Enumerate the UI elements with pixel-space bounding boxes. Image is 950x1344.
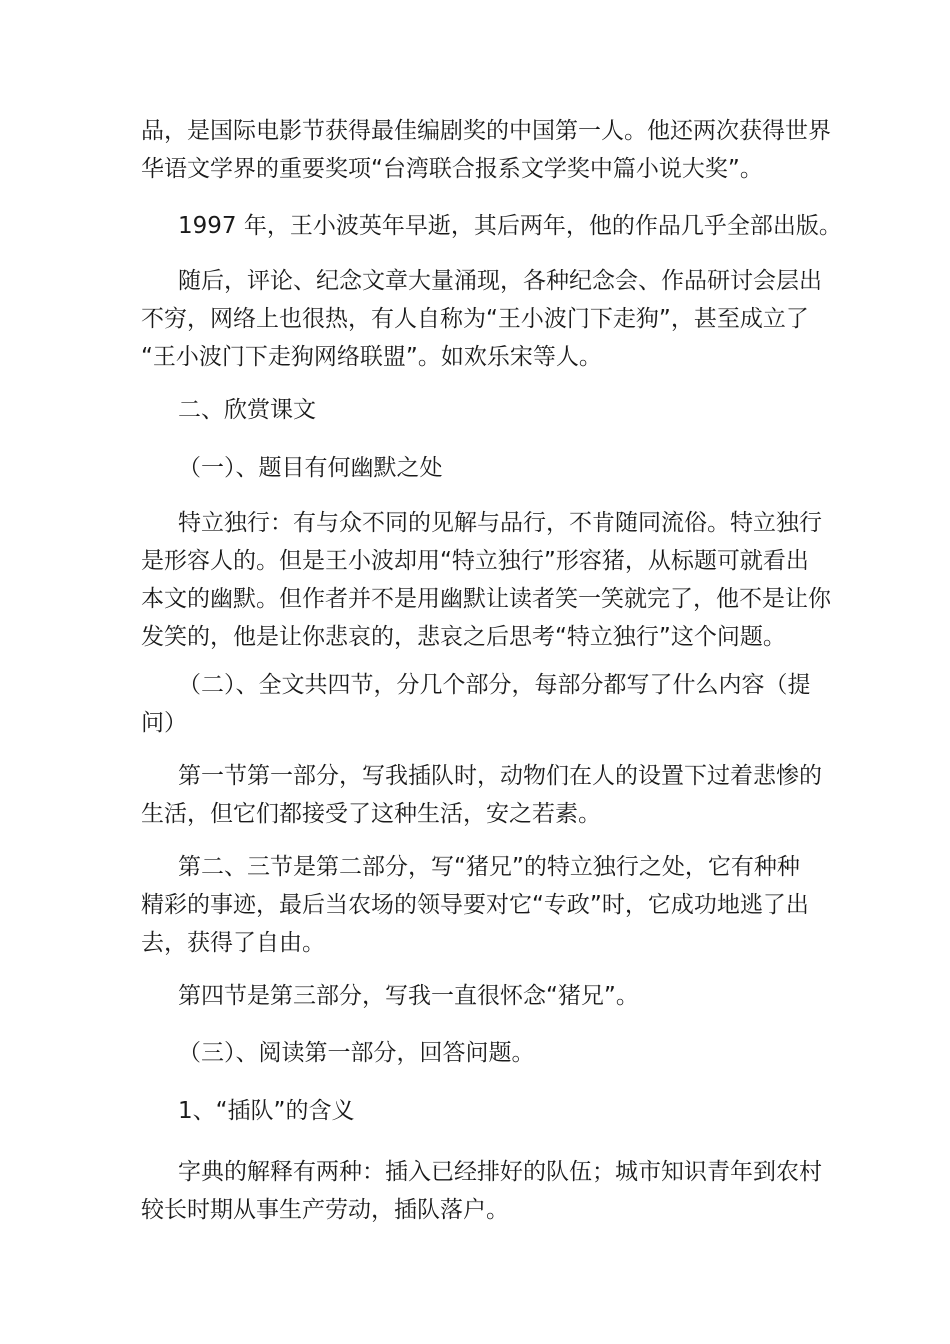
text-line: 二、欣赏课文 xyxy=(178,397,316,423)
subsection-heading-1 xyxy=(178,449,858,487)
text-line: 不穷，网络上也很热，有人自称为“王小波门下走狗”，甚至成立了 xyxy=(141,306,809,332)
paragraph-3 xyxy=(141,262,821,376)
subsection-heading-2 xyxy=(141,666,821,742)
text-line: （一）、题目有何幽默之处 xyxy=(178,455,443,481)
text-line: 第四节是第三部分，写我一直很怀念“猪兄”。 xyxy=(178,983,639,1009)
paragraph-2 xyxy=(178,207,858,245)
text-line: 华语文学界的重要奖项“台湾联合报系文学奖中篇小说大奖”。 xyxy=(141,156,763,182)
paragraph-5 xyxy=(141,757,821,833)
text-line: 精彩的事迹，最后当农场的领导要对它“专政”时，它成功地逃了出 xyxy=(141,892,809,918)
paragraph-6 xyxy=(141,848,821,962)
text-line: 第二、三节是第二部分，写“猪兄”的特立独行之处，它有种种 xyxy=(178,854,800,880)
text-line: 品，是国际电影节获得最佳编剧奖的中国第一人。他还两次获得世界 xyxy=(141,118,831,144)
subsection-heading-3 xyxy=(178,1034,858,1072)
text-line: “王小波门下走狗网络联盟”。如欢乐宋等人。 xyxy=(141,344,602,370)
text-line: 特立独行：有与众不同的见解与品行，不肯随同流俗。特立独行 xyxy=(178,510,822,536)
text-line: 去，获得了自由。 xyxy=(141,930,325,956)
paragraph-7 xyxy=(178,977,858,1015)
paragraph-1 xyxy=(141,112,831,188)
paragraph-8 xyxy=(141,1153,821,1229)
text-line: 1997 年，王小波英年早逝，其后两年，他的作品几乎全部出版。 xyxy=(178,213,842,239)
text-line: （三）、阅读第一部分，回答问题。 xyxy=(178,1040,535,1066)
text-line: 是形容人的。但是王小波却用“特立独行”形容猪，从标题可就看出 xyxy=(141,548,809,574)
text-line: 本文的幽默。但作者并不是用幽默让读者笑一笑就完了，他不是让你 xyxy=(141,586,831,612)
text-line: 问） xyxy=(141,710,187,736)
text-line: 生活，但它们都接受了这种生活，安之若素。 xyxy=(141,801,601,827)
paragraph-4 xyxy=(141,504,831,656)
text-line: 第一节第一部分，写我插队时，动物们在人的设置下过着悲惨的 xyxy=(178,763,822,789)
text-line: 较长时期从事生产劳动，插队落户。 xyxy=(141,1197,509,1223)
text-line: 字典的解释有两种：插入已经排好的队伍；城市知识青年到农村 xyxy=(178,1159,822,1185)
text-line: （二）、全文共四节，分几个部分，每部分都写了什么内容（提 xyxy=(178,672,811,698)
text-line: 随后，评论、纪念文章大量涌现，各种纪念会、作品研讨会层出 xyxy=(178,268,822,294)
section-heading xyxy=(178,391,858,429)
question-heading xyxy=(178,1092,858,1130)
text-line: 1、“插队”的含义 xyxy=(178,1098,355,1124)
text-line: 发笑的，他是让你悲哀的，悲哀之后思考“特立独行”这个问题。 xyxy=(141,624,786,650)
